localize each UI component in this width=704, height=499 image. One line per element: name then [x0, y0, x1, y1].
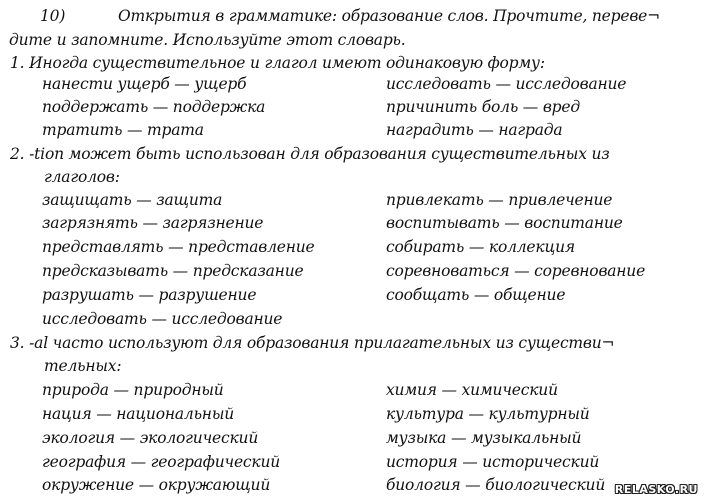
section2-heading-line2: глаголов: [44, 168, 120, 186]
section3-left-item: окружение — окружающий [42, 476, 271, 494]
section1-right-item: исследовать — исследование [386, 75, 627, 93]
exercise-title-line1: Открытия в грамматике: образование слов. Прочтите, переве¬ [118, 7, 660, 25]
section3-left-item: нация — национальный [42, 405, 235, 423]
site-watermark: RELASKO.RU [614, 483, 698, 496]
section3-left-item: природа — природный [42, 381, 224, 399]
section3-heading-line1: 3. -al часто используют для образования прилагательных из существи¬ [10, 334, 615, 352]
section2-left-item: загрязнять — загрязнение [42, 214, 264, 232]
section2-left-item: предсказывать — предсказание [42, 262, 304, 280]
section1-heading: 1. Иногда существительное и глагол имеют одинаковую форму: [10, 54, 545, 72]
section1-left-item: поддержать — поддержка [42, 98, 266, 116]
section1-right-item: причинить боль — вред [386, 98, 580, 116]
section3-right-item: биология — биологический [386, 476, 606, 494]
section2-right-item: собирать — коллекция [386, 238, 575, 256]
section2-right-item: сообщать — общение [386, 286, 566, 304]
section1-left-item: нанести ущерб — ущерб [42, 75, 247, 93]
exercise-number: 10) [40, 7, 66, 25]
section3-left-item: география — географический [42, 453, 281, 471]
section2-left-item: защищать — защита [42, 191, 223, 209]
section3-right-item: химия — химический [386, 381, 558, 399]
section2-heading-line1: 2. -tion может быть использован для образования существительных из [10, 145, 610, 163]
section2-left-item: представлять — представление [42, 238, 315, 256]
section2-left-item: исследовать — исследование [42, 310, 283, 328]
section3-heading-line2: тельных: [44, 357, 122, 375]
section3-right-item: музыка — музыкальный [386, 429, 582, 447]
section2-left-item: разрушать — разрушение [42, 286, 257, 304]
section2-right-item: привлекать — привлечение [386, 191, 613, 209]
section2-right-item: воспитывать — воспитание [386, 214, 623, 232]
section1-right-item: наградить — награда [386, 121, 563, 139]
section3-left-item: экология — экологический [42, 429, 259, 447]
section3-right-item: история — исторический [386, 453, 600, 471]
section3-right-item: культура — культурный [386, 405, 590, 423]
exercise-title-line2: дите и запомните. Используйте этот словарь. [9, 31, 406, 49]
section1-left-item: тратить — трата [42, 121, 204, 139]
section2-right-item: соревноваться — соревнование [386, 262, 646, 280]
